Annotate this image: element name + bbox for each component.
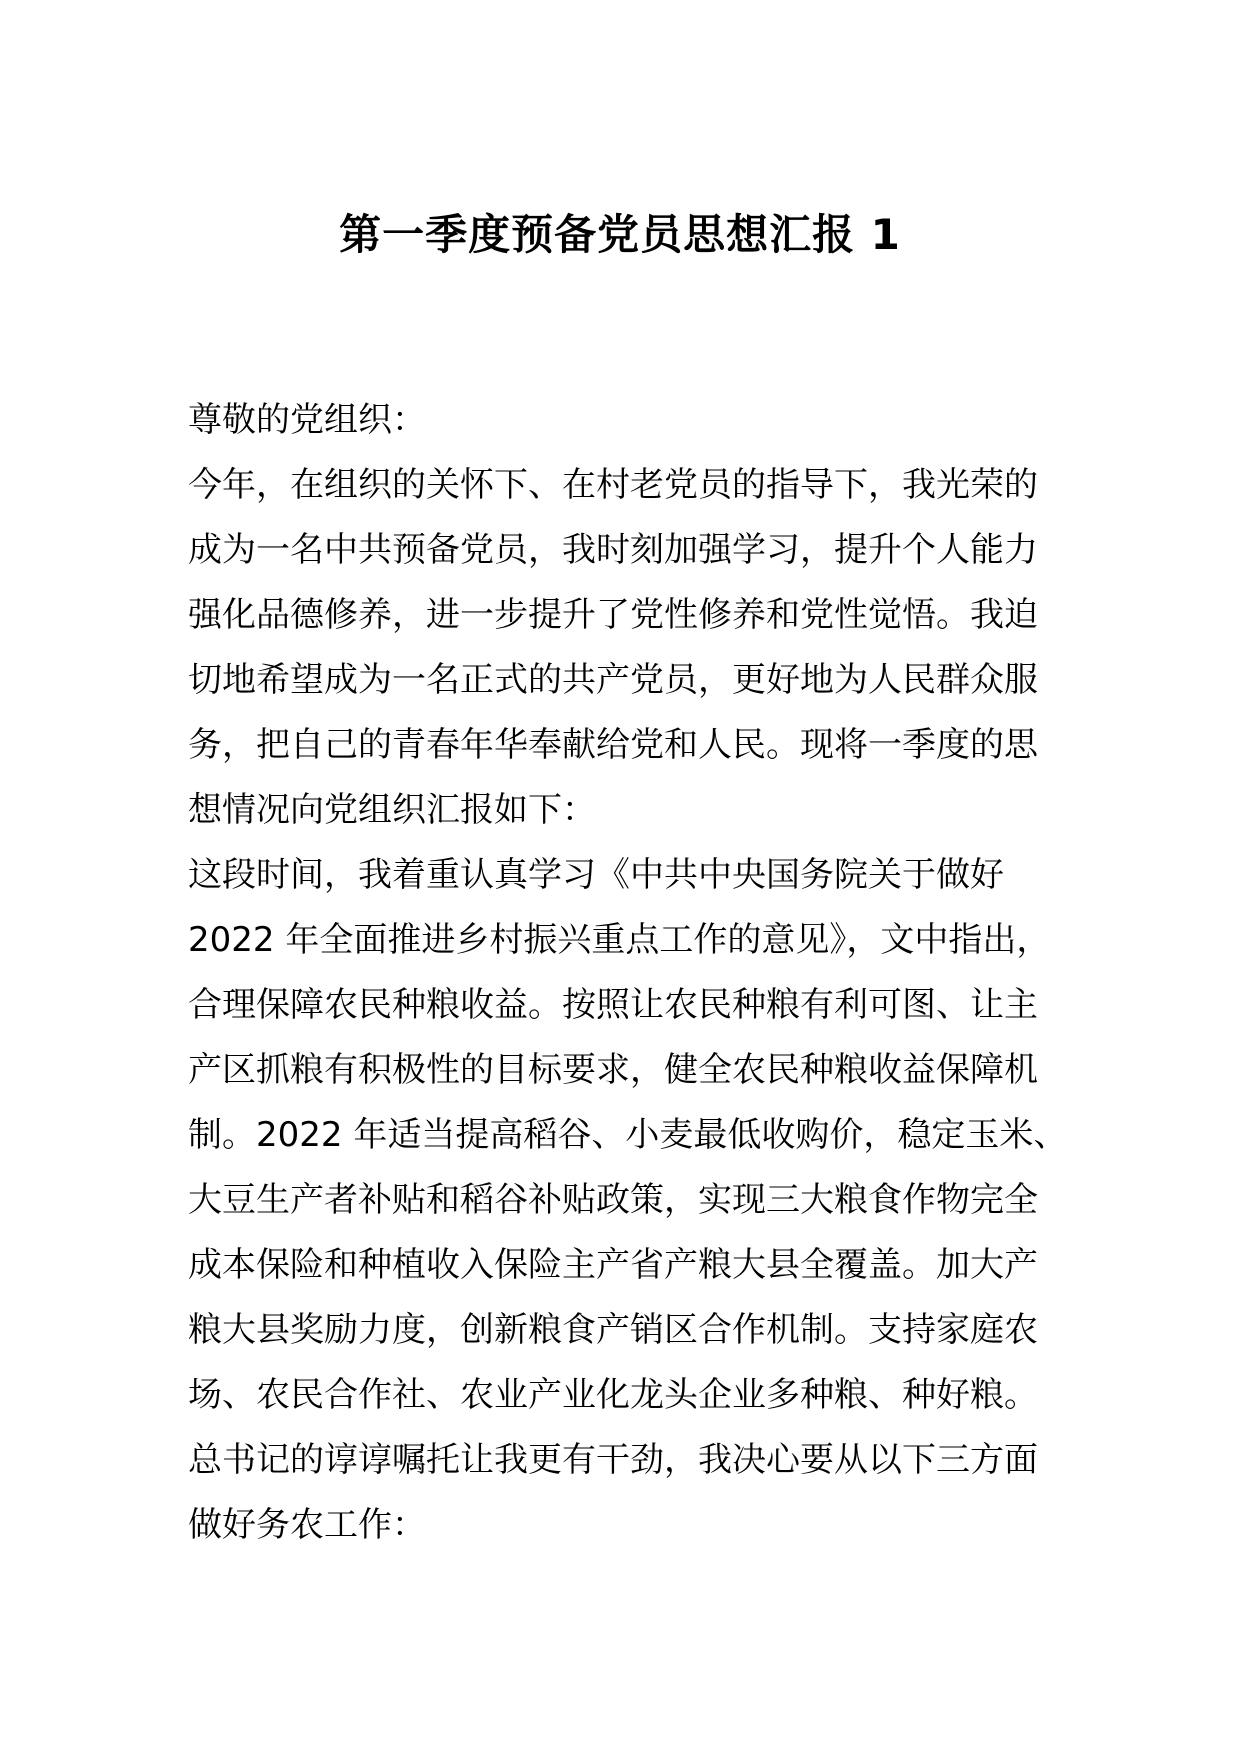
body-line: 想情况向党组织汇报如下：	[188, 790, 596, 830]
body-line: 务，把自己的青春年华奉献给党和人民。现将一季度的思	[188, 725, 1038, 765]
body-line: 2022 年全面推进乡村振兴重点工作的意见》，文中指出，	[188, 920, 1051, 960]
body-line: 大豆生产者补贴和稻谷补贴政策，实现三大粮食作物完全	[188, 1180, 1038, 1220]
body-line: 强化品德修养，进一步提升了党性修养和党性觉悟。我迫	[188, 595, 1038, 635]
body-line: 总书记的谆谆嘱托让我更有干劲，我决心要从以下三方面	[188, 1440, 1038, 1480]
body-line: 成为一名中共预备党员，我时刻加强学习，提升个人能力	[188, 530, 1038, 570]
body-line: 产区抓粮有积极性的目标要求，健全农民种粮收益保障机	[188, 1050, 1038, 1090]
body-line: 今年，在组织的关怀下、在村老党员的指导下，我光荣的	[188, 465, 1038, 505]
body-line: 场、农民合作社、农业产业化龙头企业多种粮、种好粮。	[188, 1375, 1038, 1415]
body-line: 粮大县奖励力度，创新粮食产销区合作机制。支持家庭农	[188, 1310, 1038, 1350]
document-title: 第一季度预备党员思想汇报 1	[339, 210, 901, 259]
body-line: 这段时间，我着重认真学习《中共中央国务院关于做好	[188, 855, 1004, 895]
body-line: 切地希望成为一名正式的共产党员，更好地为人民群众服	[188, 660, 1038, 700]
body-line: 合理保障农民种粮收益。按照让农民种粮有利可图、让主	[188, 985, 1038, 1025]
body-line: 制。2022 年适当提高稻谷、小麦最低收购价，稳定玉米、	[188, 1115, 1068, 1155]
body-line: 尊敬的党组织：	[188, 400, 426, 440]
body-line: 成本保险和种植收入保险主产省产粮大县全覆盖。加大产	[188, 1245, 1038, 1285]
document-body	[188, 388, 1068, 1558]
body-line: 做好务农工作：	[188, 1505, 426, 1545]
